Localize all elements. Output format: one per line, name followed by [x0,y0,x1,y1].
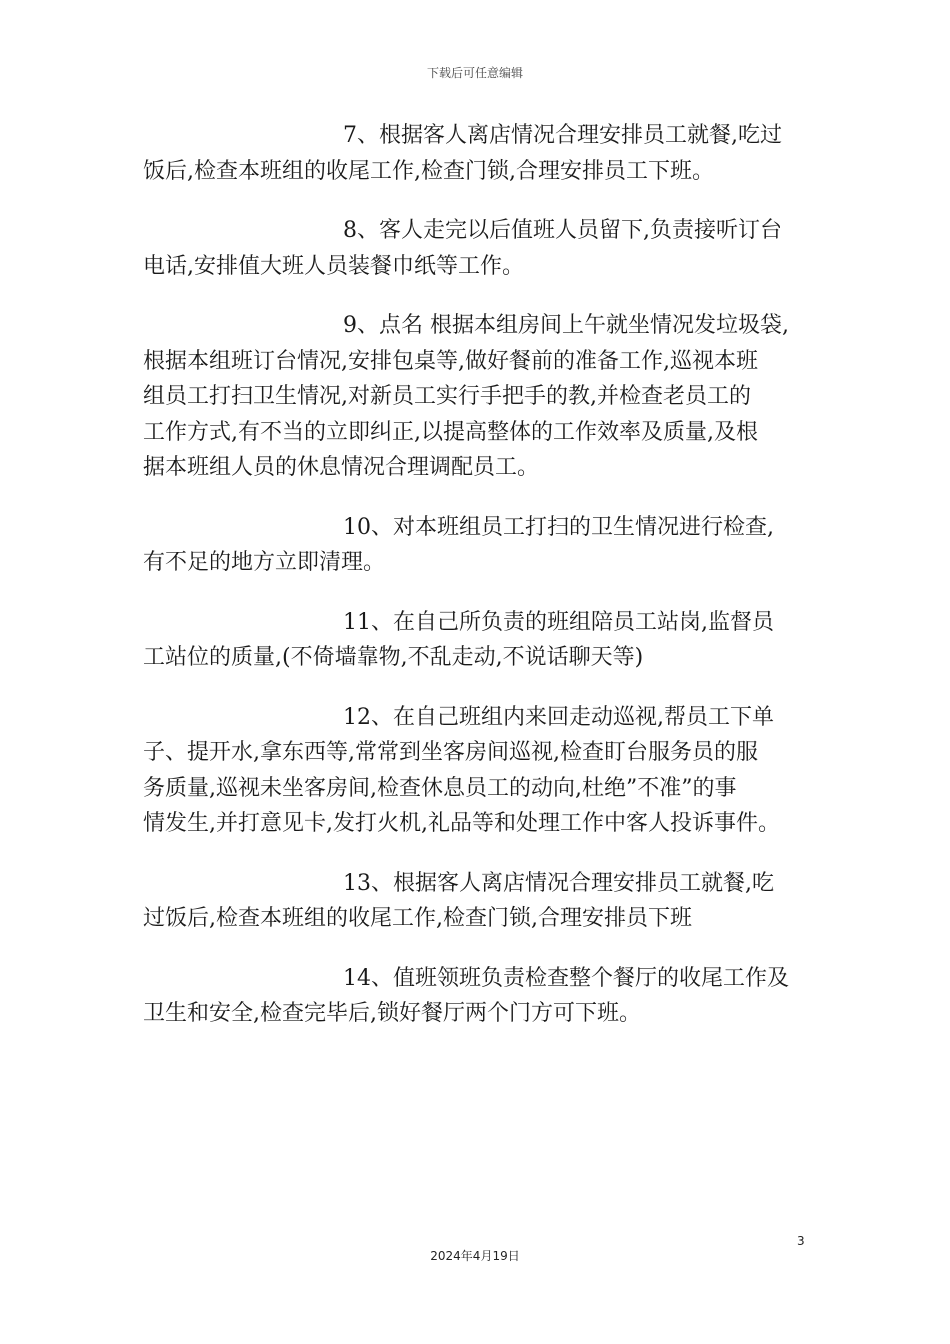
page-footer-date: 2024年4月19日 [430,1249,520,1263]
paragraph-line: 9、点名 根据本组房间上午就坐情况发垃圾袋, [343,313,789,338]
paragraph-line: 过饭后,检查本班组的收尾工作,检查门锁,合理安排员下班 [143,906,692,931]
page-header: 下载后可任意编辑 [426,66,523,80]
paragraph-line: 卫生和安全,检查完毕后,锁好餐厅两个门方可下班。 [143,1001,641,1026]
paragraph-line: 电话,安排值大班人员装餐巾纸等工作。 [143,253,524,279]
paragraph-line: 13、根据客人离店情况合理安排员工就餐,吃 [343,870,774,896]
paragraph-line: 情发生,并打意见卡,发打火机,礼品等和处理工作中客人投诉事件。 [143,811,780,836]
paragraph-line: 11、在自己所负责的班组陪员工站岗,监督员 [343,609,774,635]
paragraph-line: 10、对本班组员工打扫的卫生情况进行检查, [343,514,774,540]
paragraph-9 [143,308,813,486]
document-body [143,118,813,1056]
paragraph-14 [143,961,813,1032]
paragraph-line: 12、在自己班组内来回走动巡视,帮员工下单 [343,704,774,730]
paragraph-line: 工站位的质量,(不倚墙靠物,不乱走动,不说话聊天等) [143,645,644,670]
paragraph-10 [143,510,813,581]
paragraph-11 [143,605,813,676]
paragraph-line: 子、提开水,拿东西等,常常到坐客房间巡视,检查盯台服务员的服 [143,740,758,765]
paragraph-line: 据本班组人员的休息情况合理调配员工。 [143,455,540,480]
paragraph-7 [143,118,813,189]
paragraph-line: 有不足的地方立即清理。 [143,550,386,575]
paragraph-line: 根据本组班订台情况,安排包桌等,做好餐前的准备工作,巡视本班 [143,348,758,374]
paragraph-line: 工作方式,有不当的立即纠正,以提高整体的工作效率及质量,及根 [143,419,758,445]
paragraph-line: 务质量,巡视未坐客房间,检查休息员工的动向,杜绝”不准”的事 [143,775,737,801]
paragraph-13 [143,866,813,937]
paragraph-line: 饭后,检查本班组的收尾工作,检查门锁,合理安排员工下班。 [143,158,714,184]
paragraph-8 [143,213,813,284]
paragraph-line: 组员工打扫卫生情况,对新员工实行手把手的教,并检查老员工的 [143,384,751,409]
paragraph-12 [143,700,813,842]
paragraph-line: 7、根据客人离店情况合理安排员工就餐,吃过 [343,123,782,148]
paragraph-line: 14、值班领班负责检查整个餐厅的收尾工作及 [343,965,789,991]
page-number: 3 [797,1234,805,1248]
paragraph-line: 8、客人走完以后值班人员留下,负责接听订台 [343,218,782,243]
